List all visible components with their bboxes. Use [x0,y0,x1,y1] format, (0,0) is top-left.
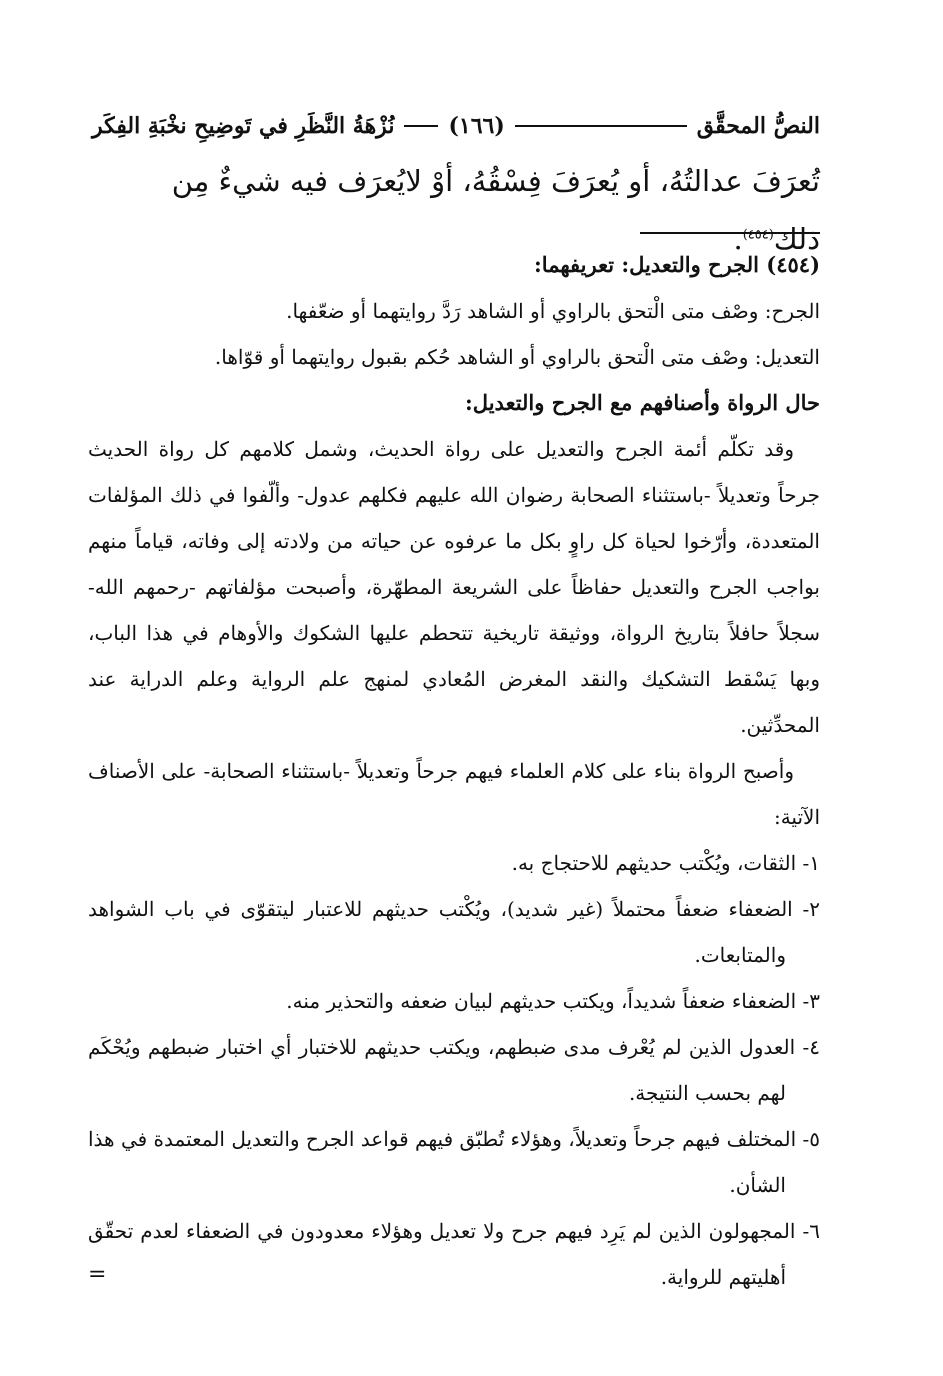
footnote-subheading: حال الرواة وأصنافهم مع الجرح والتعديل: [465,390,820,415]
list-item: ٦- المجهولون الذين لم يَرِد فيهم جرح ولا تعديل وهؤلاء معدودون في الضعفاء لعدم تحقّق أهليتهم للرواية. [88,1219,820,1289]
footnote-reference: (٤٥٤) [742,227,774,243]
main-text-line: تُعرَفَ عدالتُهُ، أو يُعرَفَ فِسْقُهُ، أوْ لايُعرَف فيه شيءٌ مِن ذلك [171,164,820,256]
footnote-paragraph-2: وأصبح الرواة بناء على كلام العلماء فيهم جرحاً وتعديلاً -باستثناء الصحابة- على الأصناف الآتية: [88,759,820,829]
footnote-heading: (٤٥٤) الجرح والتعديل: تعريفهما: [534,252,820,277]
tadil-definition: التعديل: وصْف متى الْتحق بالراوي أو الشاهد حُكم بقبول روايتهما أو قوّاها. [214,345,820,369]
list-item: ٤- العدول الذين لم يُعْرف مدى ضبطهم، ويكتب حديثهم للاختبار أي اختبار ضبطهم ويُحْكَم لهم بحسب النتيجة. [88,1035,820,1105]
list-item: ٥- المختلف فيهم جرحاً وتعديلاً، وهؤلاء تُطبّق فيهم قواعد الجرح والتعديل المعتمدة في هذا الشأن. [88,1127,820,1197]
footnote-block [88,242,820,1300]
header-book-title: نُزْهَةُ النَّظَرِ في تَوضِيحِ نخْبَةِ الفِكَر [92,113,395,139]
list-item: ١- الثقات، ويُكْتب حديثهم للاحتجاج به. [511,851,820,875]
jarh-definition: الجرح: وصْف متى الْتحق بالراوي أو الشاهد رَدَّ روايتهما أو ضعّفها. [286,299,820,323]
page-number: (١٦٦) [448,113,505,139]
list-item: ٣- الضعفاء ضعفاً شديداً، ويكتب حديثهم لبيان ضعفه والتحذير منه. [286,989,820,1013]
header-section-title: النصُّ المحقَّق [696,113,820,139]
continuation-mark: = [88,1262,107,1287]
list-item: ٢- الضعفاء ضعفاً محتملاً (غير شديد)، ويُكْتب حديثهم للاعتبار ليتقوّى في باب الشواهد والمتابعات. [88,897,820,967]
header-rule-right [515,125,687,127]
footnote-paragraph-1: وقد تكلّم أئمة الجرح والتعديل على رواة الحديث، وشمل كلامهم كل رواة الحديث جرحاً وتعديلاً -باستثناء الصحابة رضوان الله عليهم فكلهم عدول- وألّفوا في ذلك المؤلفات المتعددة، وأرّخوا لحياة كل راوٍ بكل ما عرفوه عن حياته من ولادته إلى وفاته، قياماً منهم بواجب الجرح والتعديل حفاظاً على الشريعة المطهّرة، وأصبحت مؤلفاتهم -رحمهم الله- سجلاً حافلاً بتاريخ الرواة، ووثيقة تاريخية تتحطم عليها الشكوك والأوهام في هذا الباب، وبها يَسْقط التشكيك والنقد المغرض المُعادي لمنهج علم الرواية وعلم الدراية عند المحدِّثين. [88,437,821,737]
main-text-end: . [733,222,743,256]
running-header [92,104,820,148]
header-rule-left [404,125,438,127]
footnote-separator [640,232,820,234]
